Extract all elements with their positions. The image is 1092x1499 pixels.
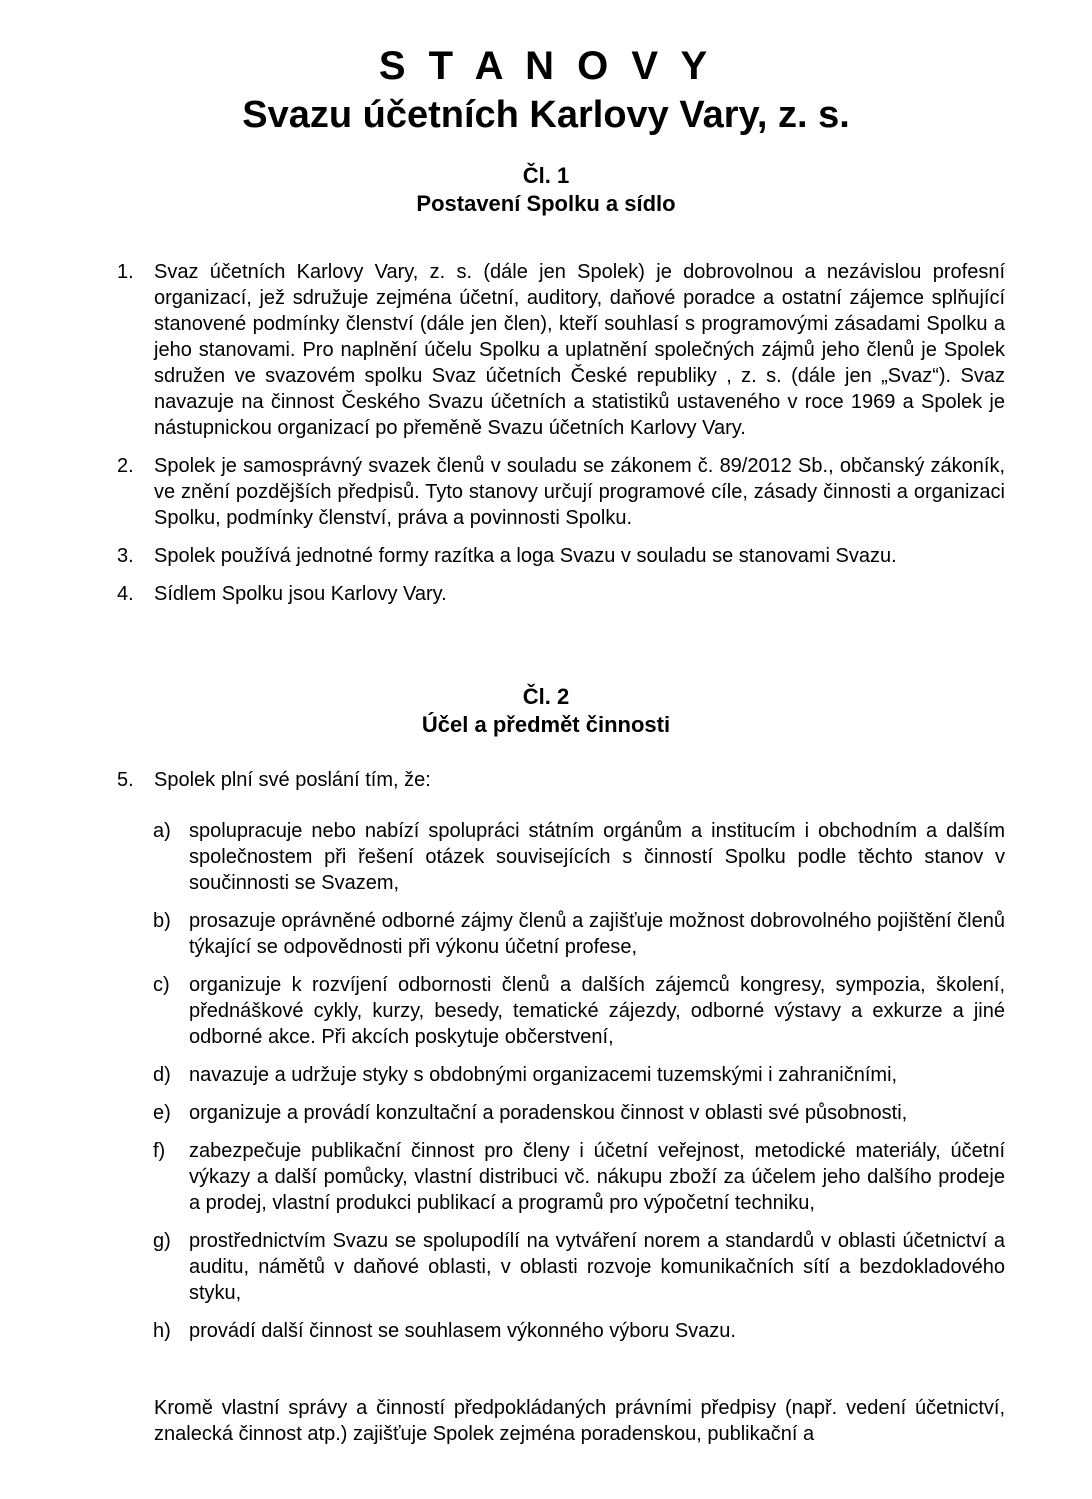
sublist-item-text: prosazuje oprávněné odborné zájmy členů a zajišťuje možnost dobrovolného pojištění členů týkající se odpovědnosti při výkonu účetní profese, — [189, 910, 1005, 958]
list-item-number: 2. — [117, 455, 134, 477]
list-item-text: Sídlem Spolku jsou Karlovy Vary. — [154, 583, 447, 605]
sublist-item — [0, 818, 1092, 896]
list-item-number: 5. — [117, 769, 134, 791]
sublist-item-letter: c) — [153, 974, 170, 996]
article-2-heading: Účel a předmět činnosti — [421, 712, 671, 737]
sublist-item-text: prostřednictvím Svazu se spolupodílí na vytváření norem a standardů v oblasti účetnictví a auditu, námětů v daňové oblasti, v oblasti rozvoje komunikačních sítí a bezdokladového styku, — [189, 1230, 1005, 1304]
sublist-item-text: navazuje a udržuje styky s obdobnými organizacemi tuzemskými i zahraničními, — [189, 1064, 898, 1086]
list-item-number: 4. — [117, 583, 134, 605]
sublist-item — [0, 1138, 1092, 1216]
article-2-sublist — [0, 818, 1092, 1344]
article-2-number: Čl. 2 — [522, 684, 570, 709]
sublist-item — [0, 1318, 1092, 1344]
closing-paragraph: Kromě vlastní správy a činností předpokládaných právními předpisy (např. vedení účetnictví, znalecká činnost atp.) zajišťuje Spolek zejména poradenskou, publikační a — [154, 1397, 1005, 1445]
list-item — [0, 259, 1092, 441]
list-item — [0, 453, 1092, 531]
sublist-item-text: organizuje k rozvíjení odbornosti členů a dalších zájemců kongresy, sympozia, školení, přednáškové cykly, kurzy, besedy, tematické zájezdy, odborné výstavy a exkurze a jiné odborné akce. Při akcích poskytuje občerstvení, — [189, 974, 1005, 1048]
document-title: S T A N O V Y — [378, 44, 714, 88]
sublist-item — [0, 1100, 1092, 1126]
article-1-heading: Postavení Spolku a sídlo — [416, 191, 676, 216]
list-item-text: Svaz účetních Karlovy Vary, z. s. (dále jen Spolek) je dobrovolnou a nezávislou profesní organizací, jež sdružuje zejména účetní, auditory, daňové poradce a ostatní zájemce splňující stanovené podmínky členství (dále jen člen), kteří souhlasí s programovými zásadami Spolku a jeho stanovami. Pro naplnění účelu Spolku a uplatnění společných zájmů jeho členů je Spolek sdružen ve svazovém spolku Svaz účetních České republiky , z. s. (dále jen „Svaz“). Svaz navazuje na činnost Českého Svazu účetních a statistiků ustaveného v roce 1969 a Spolek je nástupnickou organizací po přeměně Svazu účetních Karlovy Vary. — [154, 261, 1005, 439]
list-item-text: Spolek plní své poslání tím, že: — [154, 769, 431, 791]
sublist-item-letter: f) — [153, 1140, 166, 1162]
article-1-number: Čl. 1 — [522, 163, 570, 188]
list-item — [0, 543, 1092, 569]
sublist-item-letter: d) — [153, 1064, 171, 1086]
list-item-text: Spolek používá jednotné formy razítka a loga Svazu v souladu se stanovami Svazu. — [154, 545, 897, 567]
list-item-number: 1. — [117, 261, 134, 283]
article-1-list — [0, 259, 1092, 607]
sublist-item — [0, 908, 1092, 960]
sublist-item-text: organizuje a provádí konzultační a poradenskou činnost v oblasti své působnosti, — [189, 1102, 908, 1124]
sublist-item — [0, 972, 1092, 1050]
sublist-item-text: spolupracuje nebo nabízí spolupráci státním orgánům a institucím i obchodním a dalším společnostem při řešení otázek souvisejících s činností Spolku podle těchto stanov v součinnosti se Svazem, — [189, 820, 1005, 894]
document-subtitle: Svazu účetních Karlovy Vary, z. s. — [242, 94, 850, 136]
sublist-item-letter: g) — [153, 1230, 171, 1252]
sublist-item-letter: a) — [153, 820, 171, 842]
sublist-item-text: zabezpečuje publikační činnost pro členy i účetní veřejnost, metodické materiály, účetní výkazy a další pomůcky, vlastní distribuci vč. nákupu zboží za účelem jeho dalšího prodeje a prodej, vlastní produkci publikací a programů pro výpočetní techniku, — [189, 1140, 1005, 1214]
list-item-text: Spolek je samosprávný svazek členů v souladu se zákonem č. 89/2012 Sb., občanský zákoník, ve znění pozdějších předpisů. Tyto stanovy určují programové cíle, zásady činnosti a organizaci Spolku, podmínky členství, práva a povinnosti Spolku. — [154, 455, 1005, 529]
sublist-item-text: provádí další činnost se souhlasem výkonného výboru Svazu. — [189, 1320, 736, 1342]
sublist-item — [0, 1062, 1092, 1088]
article-2-list — [0, 767, 1092, 793]
list-item — [0, 767, 1092, 793]
sublist-item-letter: h) — [153, 1320, 171, 1342]
sublist-item-letter: b) — [153, 910, 171, 932]
sublist-item — [0, 1228, 1092, 1306]
list-item — [0, 581, 1092, 607]
sublist-item-letter: e) — [153, 1102, 171, 1124]
list-item-number: 3. — [117, 545, 134, 567]
